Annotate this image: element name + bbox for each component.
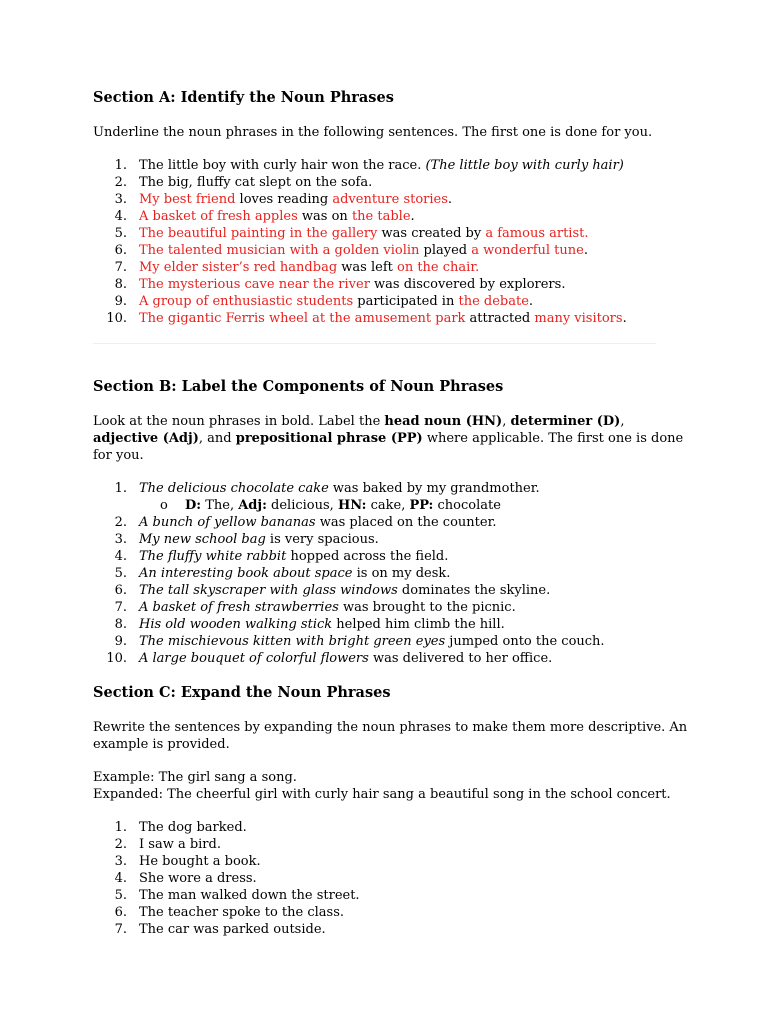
list-number: 2.: [114, 515, 127, 530]
list-item: [93, 514, 693, 531]
sub-answer: [93, 497, 693, 514]
list-number: 6.: [114, 243, 127, 258]
section-a-title: Section A: Identify the Noun Phrases: [93, 89, 394, 106]
list-item: [93, 310, 693, 327]
text-run: The man walked down the street.: [139, 888, 360, 903]
highlighted-noun-phrase: The talented musician with a golden violin: [139, 243, 420, 258]
text-run: played: [419, 243, 472, 258]
bold-label: head noun (HN): [384, 414, 503, 429]
list-number: 10.: [106, 311, 127, 326]
list-item: [93, 480, 693, 497]
highlighted-noun-phrase: the debate: [458, 294, 529, 309]
text-run: .: [622, 311, 627, 326]
highlighted-noun-phrase: The gigantic Ferris wheel at the amusement park: [139, 311, 466, 326]
highlighted-noun-phrase: many visitors: [534, 311, 623, 326]
text-run: .: [410, 209, 415, 224]
section-divider: [93, 343, 656, 344]
text-run: .: [583, 243, 588, 258]
highlighted-noun-phrase: The beautiful painting in the gallery: [139, 226, 378, 241]
list-number: 6.: [114, 583, 127, 598]
list-item: [93, 836, 693, 853]
list-item: [93, 582, 693, 599]
list-number: 5.: [114, 226, 127, 241]
list-item: [93, 259, 693, 276]
highlighted-noun-phrase: a famous artist.: [485, 226, 589, 241]
list-number: 8.: [114, 277, 127, 292]
list-number: 7.: [114, 600, 127, 615]
list-item: [93, 633, 693, 650]
list-item: [93, 650, 693, 667]
list-number: 1.: [114, 481, 127, 496]
text-run: The car was parked outside.: [139, 922, 326, 937]
list-number: 3.: [114, 192, 127, 207]
text-run: ,: [502, 414, 511, 429]
italic-noun-phrase: The delicious chocolate cake: [139, 481, 329, 496]
list-number: 9.: [114, 294, 127, 309]
text-run: The big, fluffy cat slept on the sofa.: [139, 175, 373, 190]
text-run: is very spacious.: [265, 532, 379, 547]
text-run: was left: [337, 260, 397, 275]
bold-label: determiner (D): [510, 414, 621, 429]
text-run: helped him climb the hill.: [332, 617, 505, 632]
section-c-example: Example: The girl sang a song.: [93, 770, 297, 785]
section-b-instructions: [93, 413, 693, 464]
text-run: She wore a dress.: [139, 871, 257, 886]
list-number: 10.: [106, 651, 127, 666]
text-run: was brought to the picnic.: [338, 600, 516, 615]
worksheet-content: [93, 88, 693, 938]
list-number: 4.: [114, 549, 127, 564]
italic-noun-phrase: A large bouquet of colorful flowers: [139, 651, 369, 666]
list-item: [93, 276, 693, 293]
list-item: [93, 225, 693, 242]
list-number: 2.: [114, 175, 127, 190]
list-item: [93, 157, 693, 174]
section-c-instructions: Rewrite the sentences by expanding the noun phrases to make them more descriptive. An example is provided.: [93, 720, 688, 752]
highlighted-noun-phrase: My elder sister’s red handbag: [139, 260, 338, 275]
italic-noun-phrase: (The little boy with curly hair): [425, 158, 624, 173]
text-run: was created by: [377, 226, 486, 241]
list-number: 6.: [114, 905, 127, 920]
text-run: is on my desk.: [352, 566, 451, 581]
bullet-icon: o: [160, 498, 168, 513]
section-b-list: [93, 480, 693, 667]
list-item: [93, 904, 693, 921]
list-item: [93, 208, 693, 225]
list-number: 9.: [114, 634, 127, 649]
text-run: .: [447, 192, 453, 207]
highlighted-noun-phrase: A basket of fresh apples: [139, 209, 298, 224]
list-item: [93, 599, 693, 616]
italic-noun-phrase: The mischievous kitten with bright green eyes: [139, 634, 446, 649]
list-item: [93, 616, 693, 633]
list-item: [93, 174, 693, 191]
text-run: was baked by my grandmother.: [328, 481, 540, 496]
text-run: was placed on the counter.: [315, 515, 497, 530]
list-number: 4.: [114, 209, 127, 224]
text-run: was on: [297, 209, 352, 224]
text-run: delicious,: [266, 498, 338, 513]
text-run: The,: [201, 498, 239, 513]
list-number: 5.: [114, 566, 127, 581]
text-run: attracted: [465, 311, 535, 326]
highlighted-noun-phrase: the table: [351, 209, 411, 224]
text-run: jumped onto the couch.: [445, 634, 605, 649]
highlighted-noun-phrase: My best friend: [139, 192, 236, 207]
text-run: He bought a book.: [139, 854, 261, 869]
section-c-list: [93, 819, 693, 938]
text-run: where applicable. The first one is done for you.: [93, 431, 684, 463]
section-a-list: [93, 157, 693, 327]
list-number: 1.: [114, 158, 127, 173]
bold-label: D:: [185, 498, 202, 513]
italic-noun-phrase: My new school bag: [139, 532, 266, 547]
list-number: 2.: [114, 837, 127, 852]
section-b-title: Section B: Label the Components of Noun Phrases: [93, 378, 504, 395]
highlighted-noun-phrase: adventure stories: [332, 192, 448, 207]
bold-label: PP:: [409, 498, 434, 513]
list-item: [93, 531, 693, 548]
text-run: was discovered by explorers.: [369, 277, 566, 292]
bold-label: adjective (Adj): [93, 431, 199, 446]
list-item: [93, 921, 693, 938]
text-run: hopped across the field.: [286, 549, 449, 564]
list-item: [93, 293, 693, 310]
text-run: loves reading: [235, 192, 333, 207]
italic-noun-phrase: An interesting book about space: [139, 566, 353, 581]
italic-noun-phrase: The tall skyscraper with glass windows: [139, 583, 398, 598]
italic-noun-phrase: His old wooden walking stick: [139, 617, 333, 632]
text-run: The teacher spoke to the class.: [139, 905, 345, 920]
list-item: [93, 887, 693, 904]
italic-noun-phrase: A bunch of yellow bananas: [139, 515, 316, 530]
list-item: [93, 565, 693, 582]
sub-answer-text: [161, 498, 501, 513]
list-number: 4.: [114, 871, 127, 886]
list-number: 3.: [114, 854, 127, 869]
text-run: The dog barked.: [139, 820, 247, 835]
bold-label: Adj:: [238, 498, 267, 513]
italic-noun-phrase: The fluffy white rabbit: [139, 549, 287, 564]
text-run: ,: [620, 414, 625, 429]
list-item: [93, 819, 693, 836]
list-item: [93, 853, 693, 870]
list-number: 1.: [114, 820, 127, 835]
text-run: participated in: [353, 294, 459, 309]
list-item: [93, 191, 693, 208]
section-c-expanded: Expanded: The cheerful girl with curly hair sang a beautiful song in the school concert.: [93, 787, 671, 802]
list-item: [93, 870, 693, 887]
text-run: .: [528, 294, 534, 309]
list-number: 7.: [114, 260, 127, 275]
text-run: cake,: [366, 498, 410, 513]
bold-label: HN:: [337, 498, 367, 513]
highlighted-noun-phrase: a wonderful tune: [471, 243, 584, 258]
text-run: was delivered to her office.: [368, 651, 553, 666]
bold-label: prepositional phrase (PP): [235, 431, 423, 446]
text-run: , and: [198, 431, 236, 446]
text-run: dominates the skyline.: [397, 583, 551, 598]
list-item: [93, 548, 693, 565]
highlighted-noun-phrase: on the chair.: [397, 260, 480, 275]
section-a-instructions: Underline the noun phrases in the following sentences. The first one is done for you.: [93, 125, 653, 140]
text-run: chocolate: [433, 498, 501, 513]
list-number: 5.: [114, 888, 127, 903]
list-number: 7.: [114, 922, 127, 937]
text-run: I saw a bird.: [139, 837, 221, 852]
italic-noun-phrase: A basket of fresh strawberries: [139, 600, 339, 615]
text-run: Look at the noun phrases in bold. Label the: [93, 414, 385, 429]
list-number: 3.: [114, 532, 127, 547]
list-item: [93, 242, 693, 259]
highlighted-noun-phrase: The mysterious cave near the river: [139, 277, 370, 292]
text-run: The little boy with curly hair won the race.: [139, 158, 426, 173]
highlighted-noun-phrase: A group of enthusiastic students: [139, 294, 354, 309]
list-number: 8.: [114, 617, 127, 632]
section-c-title: Section C: Expand the Noun Phrases: [93, 684, 391, 701]
